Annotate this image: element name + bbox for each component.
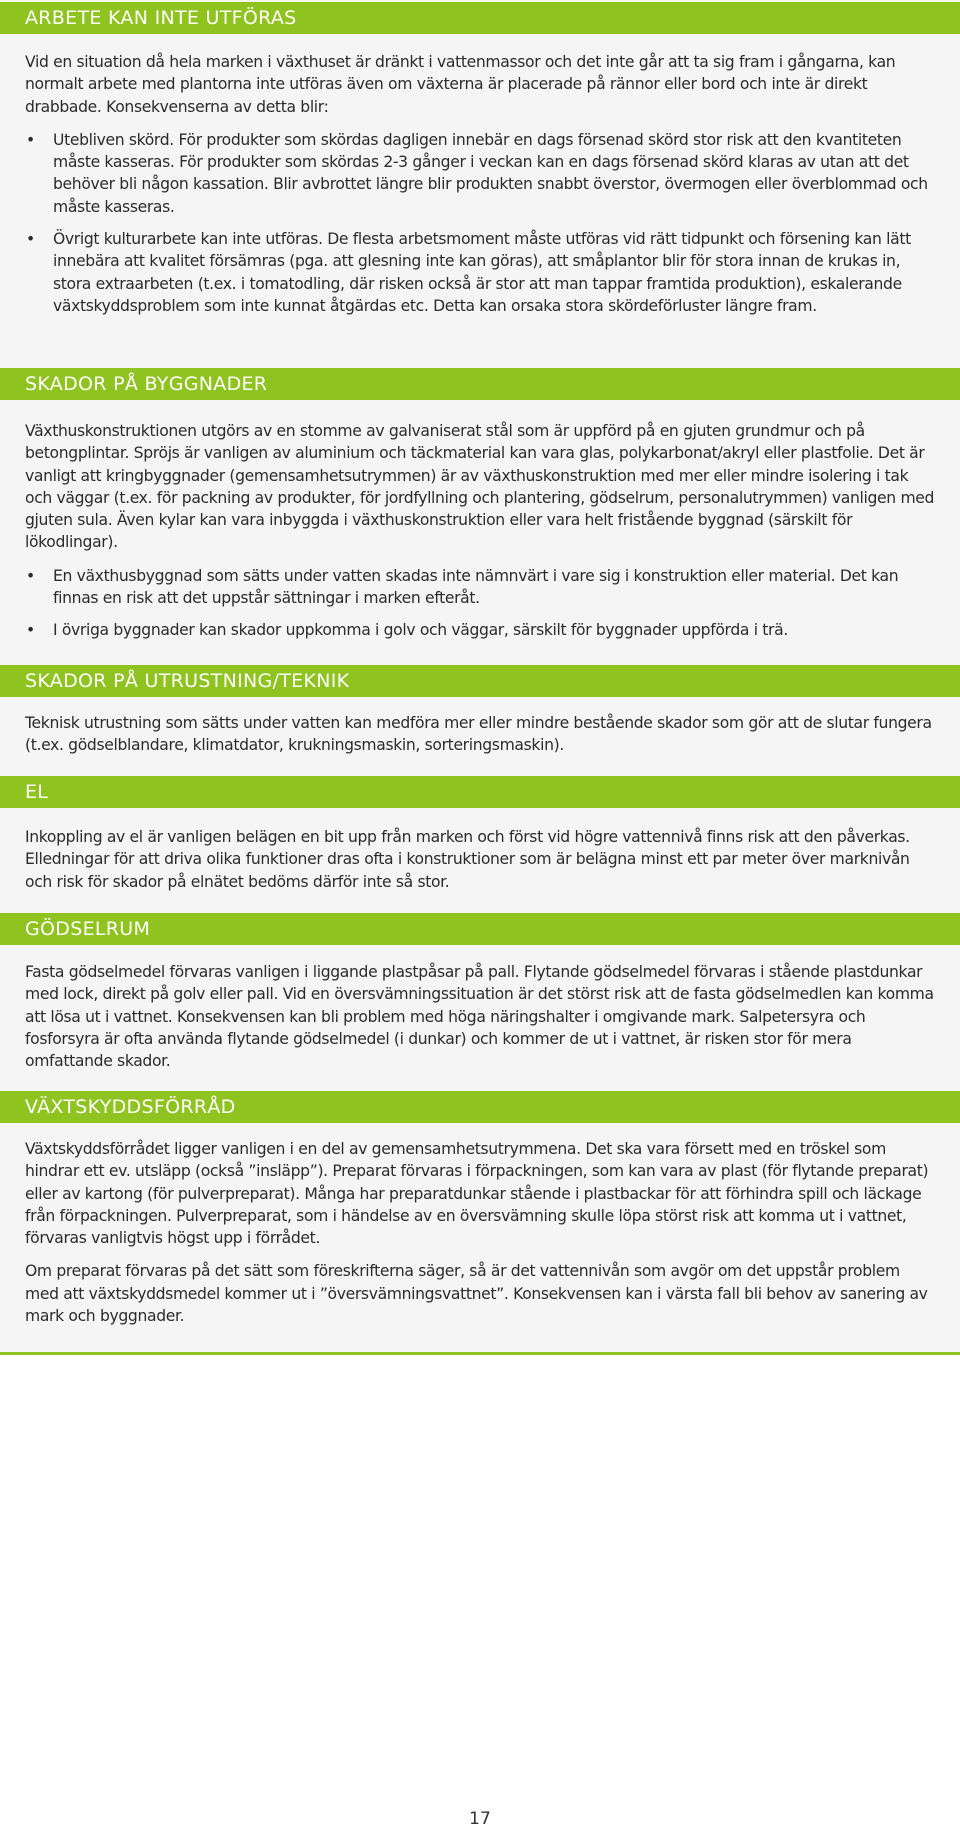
page-number: 17 <box>469 1809 491 1829</box>
paragraph: Växtskyddsförrådet ligger vanligen i en del av gemensamhetsutrymmena. Det ska vara försett med en tröskel som hindrar ett ev. utsläpp (också ”insläpp”). Preparat förvaras i förpackningen, som kan vara av plast (för flytande preparat) eller av kartong (för pulverpreparat). Många har preparatdunkar stående i plastbackar för att förhindra spill och läckage från förpackningen. Pulverpreparat, som i händelse av en översvämning skulle löpa störst risk att komma ut i vattnet, förvaras vanligtvis högst upp i förrådet. <box>25 1140 929 1248</box>
section-heading-byggnader: SKADOR PÅ BYGGNADER <box>0 368 960 400</box>
section-body-vaxtskydd <box>25 1138 935 1327</box>
paragraph: Vid en situation då hela marken i växthuset är dränkt i vattenmassor och det inte går att ta sig fram i gångarna, kan normalt arbete med plantorna inte utföras även om växterna är placerade på rännor eller bord och inte är direkt drabbade. Konsekvenserna av detta blir: <box>25 53 896 116</box>
paragraph: Fasta gödselmedel förvaras vanligen i liggande plastpåsar på pall. Flytande gödselmedel förvaras i stående plastdunkar med lock, direkt på golv eller pall. Vid en översvämningssituation är det störst risk att de fasta gödselmedlen kan komma att lösa ut i vattnet. Konsekvensen kan bli problem med höga näringshalter i omgivande mark. Salpetersyra och fosforsyra är ofta använda flytande gödselmedel (i dunkar) och kommer de ut i vattnet, är risken stor för mera omfattande skador. <box>25 963 934 1071</box>
paragraph: Inkoppling av el är vanligen belägen en bit upp från marken och först vid högre vattennivå finns risk att den påverkas. Elledningar för att driva olika funktioner dras ofta i konstruktioner som är belägna minst ett par meter över marknivån och risk för skador på elnätet bedöms därför inte så stor. <box>25 828 910 891</box>
section-body-utrustning <box>25 712 935 757</box>
bullet-item: • En växthusbyggnad som sätts under vatten skadas inte nämnvärt i vare sig i konstruktion eller material. Det kan finnas en risk att det uppstår sättningar i marken efteråt. <box>25 565 935 610</box>
section-heading-vaxtskydd: VÄXTSKYDDSFÖRRÅD <box>0 1091 960 1123</box>
section-heading-el: EL <box>0 776 960 808</box>
bullet-list <box>25 565 935 642</box>
section-heading-godselrum: GÖDSELRUM <box>0 913 960 945</box>
bullet-item: • Utebliven skörd. För produkter som skördas dagligen innebär en dags försenad skörd stor risk att den kvantiteten måste kasseras. För produkter som skördas 2-3 gånger i veckan kan en dags försenad skörd klaras av utan att det behöver bli någon kassation. Blir avbrottet längre blir produkten snabbt överstor, övermogen eller överblommad och måste kasseras. <box>25 129 935 218</box>
section-body-el <box>25 826 935 893</box>
paragraph: Växthuskonstruktionen utgörs av en stomme av galvaniserat stål som är uppförd på en gjuten grundmur och på betongplintar. Spröjs är vanligen av aluminium och täckmaterial kan vara glas, polykarbonat/akryl eller plastfolie. Det är vanligt att kringbyggnader (gemensamhetsutrymmen) är av växthuskonstruktion med mer eller mindre isolering i tak och väggar (t.ex. för packning av produkter, för jordfyllning och plantering, gödselrum, personalutrymmen) vanligen med gjuten sula. Även kylar kan vara inbyggda i växthuskonstruktion eller vara helt fristående byggnad (särskilt för lökodlingar). <box>25 422 935 552</box>
bullet-item: • I övriga byggnader kan skador uppkomma i golv och väggar, särskilt för byggnader uppförda i trä. <box>25 619 935 641</box>
bullet-list <box>25 129 935 317</box>
paragraph: Om preparat förvaras på det sätt som föreskrifterna säger, så är det vattennivån som avgör om det uppstår problem med att växtskyddsmedel kommer ut i ”översvämningsvattnet”. Konsekvensen kan i värsta fall bli behov av sanering av mark och byggnader. <box>25 1262 928 1326</box>
paragraph: Teknisk utrustning som sätts under vatten kan medföra mer eller mindre bestående skador som gör att de slutar fungera (t.ex. gödselblandare, klimatdator, krukningsmaskin, sorteringsmaskin). <box>25 714 932 755</box>
section-body-byggnader <box>25 420 935 642</box>
section-body-arbete <box>25 51 935 317</box>
section-heading-utrustning: SKADOR PÅ UTRUSTNING/TEKNIK <box>0 665 960 697</box>
section-heading-arbete: ARBETE KAN INTE UTFÖRAS <box>0 2 960 34</box>
section-body-godselrum <box>25 961 935 1072</box>
bullet-item: • Övrigt kulturarbete kan inte utföras. De flesta arbetsmoment måste utföras vid rätt tidpunkt och försening kan lätt innebära att kvalitet försämras (pga. att glesning inte kan göras), att småplantor blir för stora innan de krukas in, stora extraarbeten (t.ex. i tomatodling, där risken också är stor att man tappar framtida produktion), eskalerande växtskyddsproblem som inte kunnat åtgärdas etc. Detta kan orsaka stora skördeförluster längre fram. <box>25 228 935 317</box>
